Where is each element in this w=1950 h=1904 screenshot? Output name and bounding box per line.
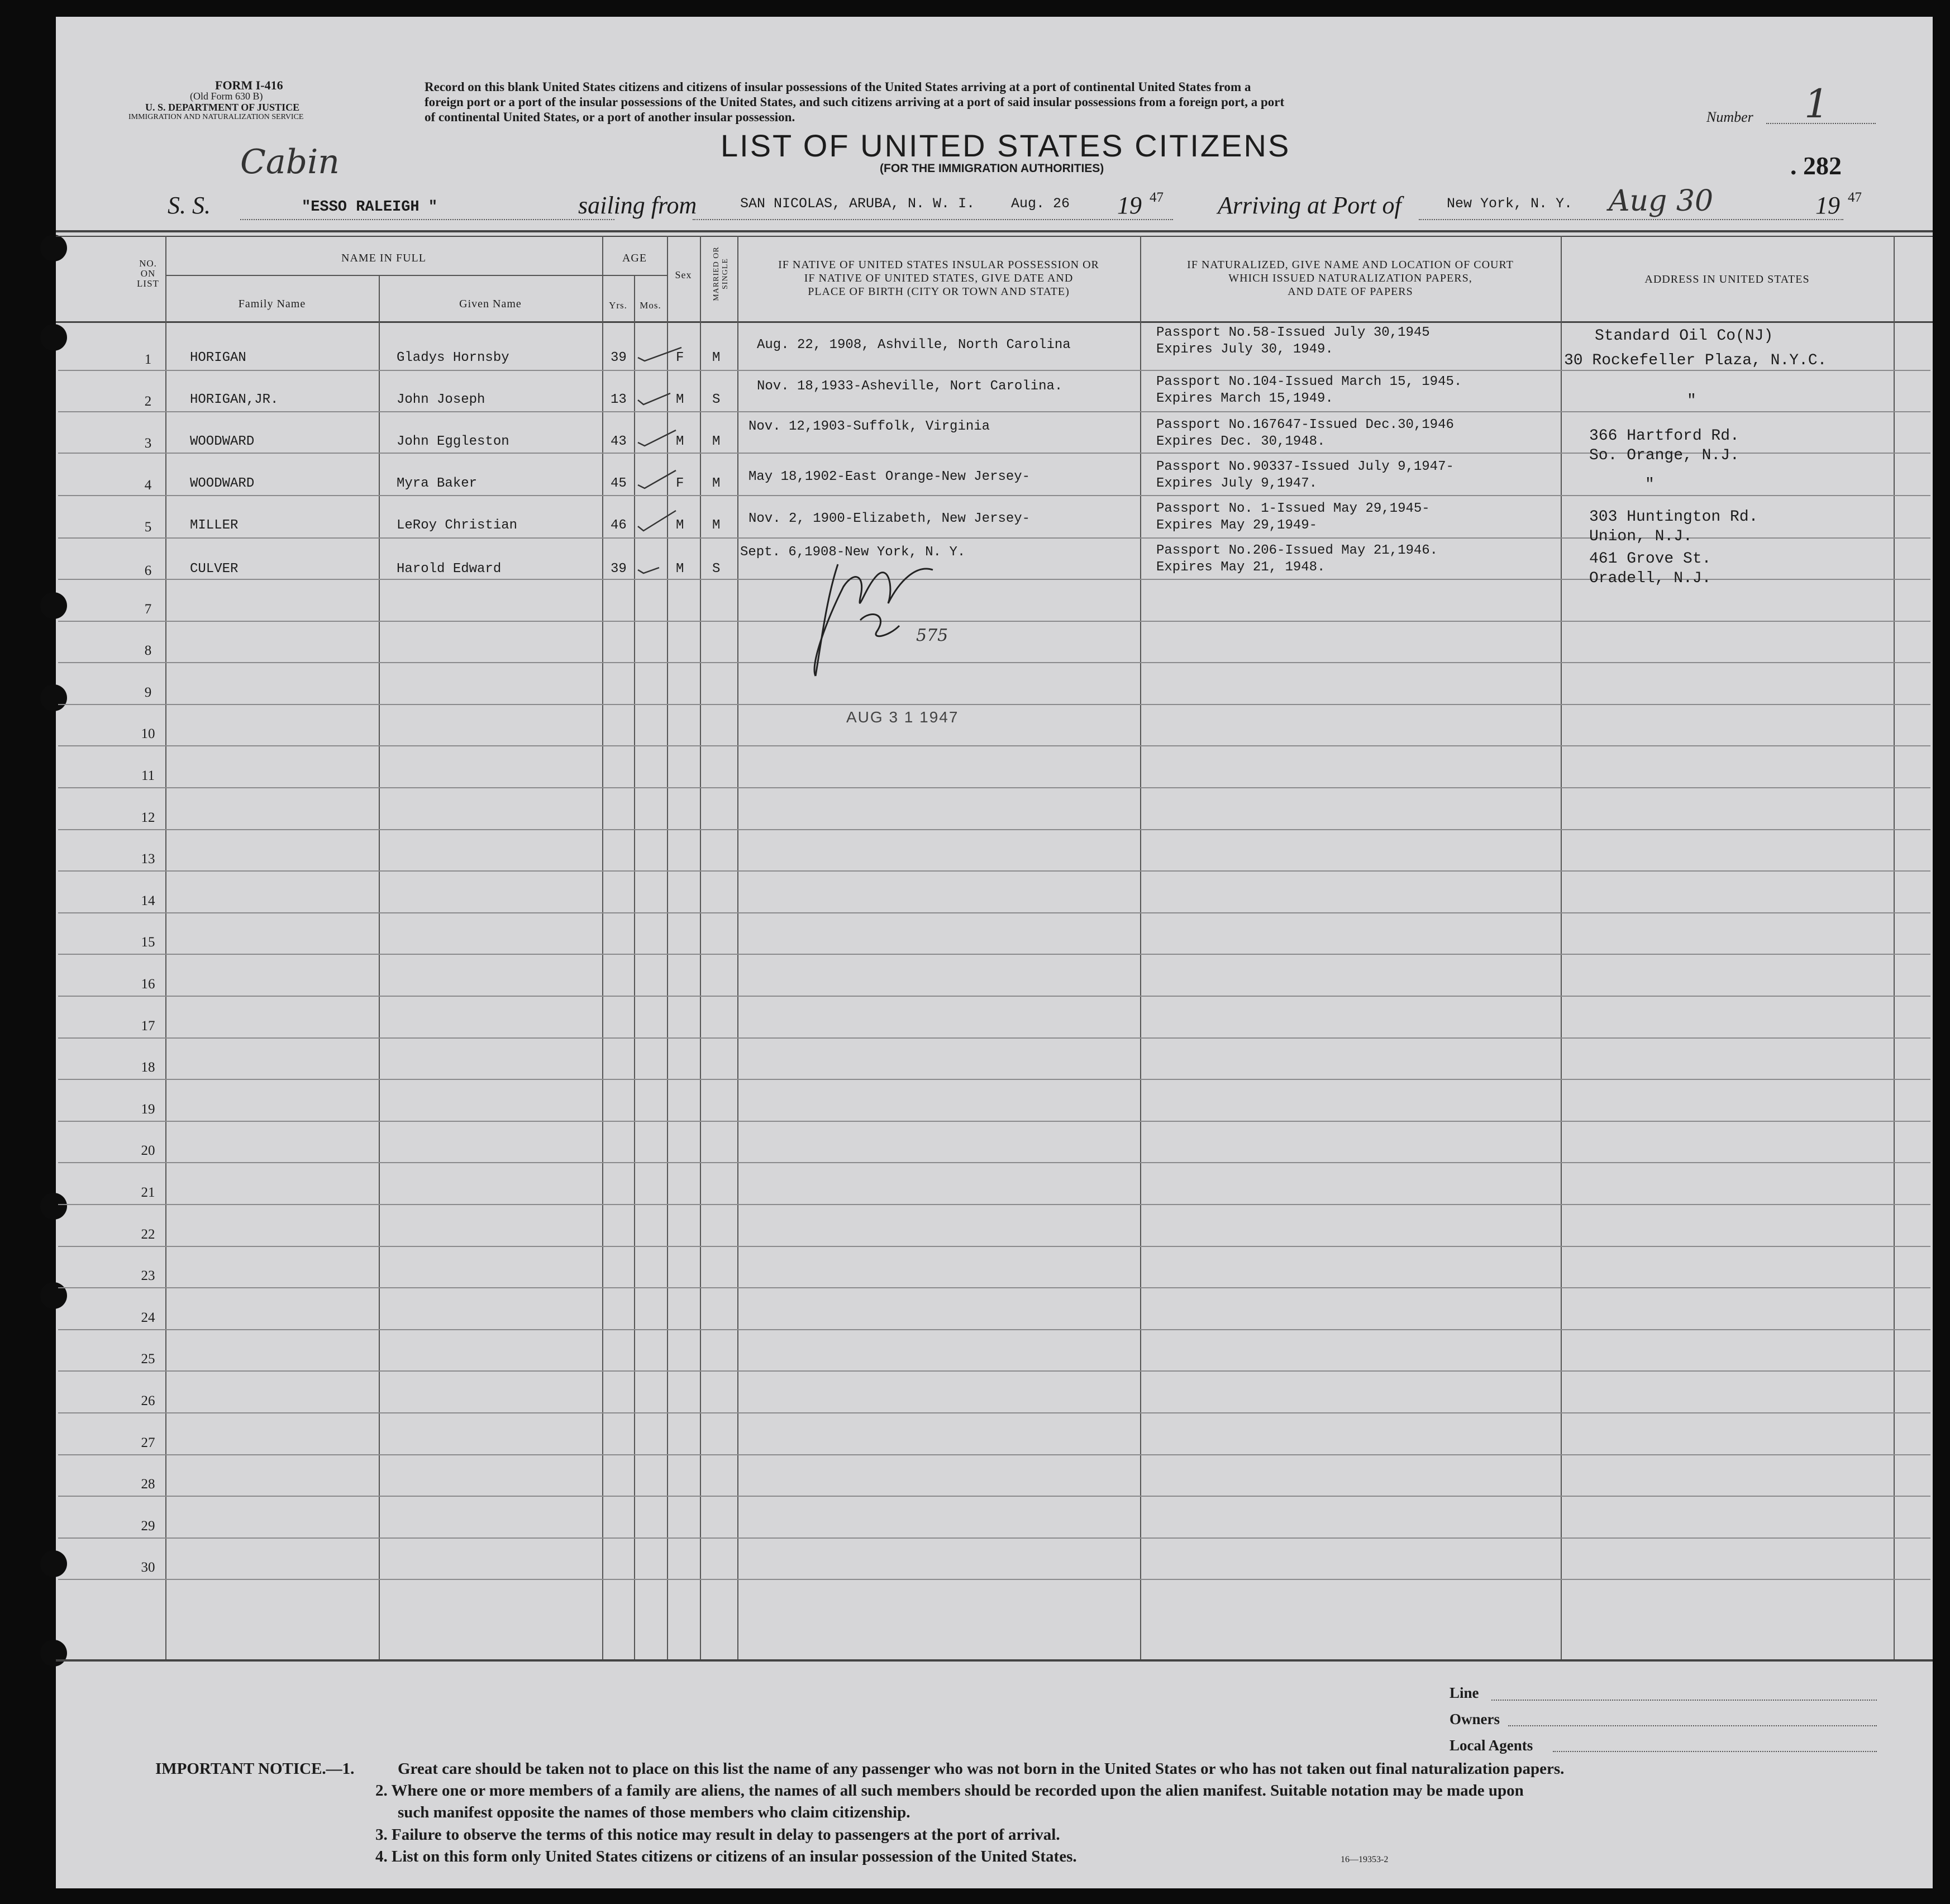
col-rule: [634, 275, 635, 1660]
header-address: ADDRESS IN UNITED STATES: [1644, 273, 1810, 285]
arrival-date: Aug 30: [1609, 184, 1714, 218]
print-code: 16—19353-2: [1341, 1855, 1389, 1864]
year-suffix-2: 47: [1848, 190, 1862, 205]
col-rule: [602, 236, 603, 1660]
row-number: 5: [144, 520, 152, 535]
page-subtitle: (FOR THE IMMIGRATION AUTHORITIES): [880, 162, 1104, 175]
marital-status: S: [712, 392, 721, 407]
row-number: 14: [141, 893, 155, 908]
header-text: PLACE OF BIRTH (CITY OR TOWN AND STATE): [808, 285, 1070, 298]
check-marks: [637, 346, 748, 598]
row-rule: [58, 1579, 1930, 1580]
birth-info: Nov. 2, 1900-Elizabeth, New Jersey-: [748, 511, 1031, 526]
instruction-line: Record on this blank United States citizens and citizens of insular possessions of the United States arriving at a port of continental United States from a: [425, 80, 1251, 94]
origin-line: [693, 219, 1173, 220]
header-mos: Mos.: [640, 300, 661, 311]
row-rule: [58, 1162, 1930, 1163]
row-number: 2: [144, 394, 152, 409]
arriving-label: Arriving at Port of: [1218, 192, 1401, 219]
papers-line-2: Expires March 15,1949.: [1156, 391, 1333, 406]
address-line-2: So. Orange, N.J.: [1589, 447, 1739, 464]
papers-line-1: Passport No.206-Issued May 21,1946.: [1156, 543, 1438, 558]
header-age: AGE: [622, 252, 647, 264]
instructions: [425, 79, 1284, 125]
row-number: 9: [144, 685, 152, 700]
cabin-handwritten: Cabin: [240, 142, 340, 182]
row-number: 16: [141, 977, 155, 992]
given-name: Gladys Hornsby: [397, 350, 509, 365]
papers-line-1: Passport No.167647-Issued Dec.30,1946: [1156, 417, 1454, 432]
header-no-on-list: [128, 259, 168, 289]
row-number: 8: [144, 643, 152, 658]
arrival-port: New York, N. Y.: [1447, 196, 1573, 212]
notice-line: such manifest opposite the names of those members who claim citizenship.: [398, 1803, 910, 1821]
row-rule: [58, 1121, 1930, 1122]
row-rule: [58, 1496, 1930, 1497]
header-text: ON: [140, 268, 156, 279]
row-number: 10: [141, 726, 155, 741]
papers-line-2: Expires May 29,1949-: [1156, 518, 1318, 533]
papers-line-2: Expires May 21, 1948.: [1156, 560, 1326, 575]
given-name: Myra Baker: [397, 476, 478, 491]
row-number: 25: [141, 1351, 155, 1367]
row-number: 22: [141, 1227, 155, 1242]
header-text: LIST: [137, 278, 159, 289]
owners-field-label: Owners: [1450, 1711, 1500, 1727]
address-line-1: 366 Hartford Rd.: [1589, 427, 1739, 445]
punch-hole: [40, 324, 67, 351]
header-birth: [737, 258, 1140, 298]
row-rule: [58, 912, 1930, 913]
row-rule: [58, 829, 1930, 830]
department: U. S. DEPARTMENT OF JUSTICE: [145, 102, 300, 113]
old-form: (Old Form 630 B): [190, 91, 263, 102]
notice-line: Great care should be taken not to place on this list the name of any passenger who was not born in the United States or who has not taken out final naturalization papers.: [398, 1760, 1565, 1778]
family-name: HORIGAN,JR.: [190, 392, 279, 407]
row-rule: [58, 745, 1930, 746]
row-number: 7: [144, 602, 152, 617]
row-number: 3: [144, 436, 152, 451]
age-years: 46: [611, 518, 627, 533]
address-line-1: Standard Oil Co(NJ): [1595, 327, 1773, 345]
manifest-sheet: [56, 17, 1933, 1888]
address-ditto: ": [1645, 476, 1655, 493]
family-name: WOODWARD: [190, 434, 255, 449]
service: IMMIGRATION AND NATURALIZATION SERVICE: [128, 113, 304, 121]
row-number: 26: [141, 1393, 155, 1408]
marital-status: M: [712, 350, 721, 365]
punch-hole: [40, 1282, 67, 1309]
year-prefix: 19: [1117, 192, 1142, 219]
row-number: 24: [141, 1310, 155, 1325]
header-text: IF NATIVE OF UNITED STATES, GIVE DATE AND: [804, 272, 1074, 284]
sex: M: [676, 518, 684, 533]
depart-date: Aug. 26: [1011, 196, 1070, 212]
papers-line-1: Passport No.104-Issued March 15, 1945.: [1156, 374, 1462, 389]
sex: M: [676, 561, 684, 577]
family-name: MILLER: [190, 518, 239, 533]
marital-status: S: [712, 561, 721, 577]
address-ditto: ": [1687, 392, 1696, 410]
header-name-in-full: NAME IN FULL: [341, 252, 426, 264]
header-text: WHICH ISSUED NATURALIZATION PAPERS,: [1228, 272, 1472, 284]
row-number: 20: [141, 1143, 155, 1158]
header-top-rule-2: [56, 236, 1933, 237]
date-stamp: AUG 3 1 1947: [846, 708, 959, 726]
notice-line: 4. List on this form only United States citizens or citizens of an insular possession of the United States.: [375, 1848, 1077, 1865]
punch-hole: [40, 1193, 67, 1220]
row-rule: [58, 1037, 1930, 1039]
row-number: 29: [141, 1519, 155, 1534]
papers-line-2: Expires July 9,1947.: [1156, 476, 1318, 491]
header-bottom-rule: [56, 321, 1933, 323]
row-number: 23: [141, 1268, 155, 1283]
row-number: 1: [144, 352, 152, 367]
sex: M: [676, 434, 684, 449]
row-rule: [58, 870, 1930, 872]
address-line-1: 303 Huntington Rd.: [1589, 508, 1758, 526]
papers-line-1: Passport No. 1-Issued May 29,1945-: [1156, 501, 1430, 516]
age-years: 43: [611, 434, 627, 449]
form-number: FORM I-416: [215, 78, 283, 92]
row-rule: [58, 1204, 1930, 1205]
row-number: 19: [141, 1102, 155, 1117]
row-number: 27: [141, 1435, 155, 1450]
family-name: CULVER: [190, 561, 239, 577]
given-name: John Eggleston: [397, 434, 509, 449]
row-number: 6: [144, 563, 152, 578]
given-name: Harold Edward: [397, 561, 502, 577]
notice-heading: IMPORTANT NOTICE.—1.: [155, 1760, 355, 1778]
port-line: [1419, 219, 1843, 220]
address-line-1: 461 Grove St.: [1589, 550, 1711, 568]
punch-hole: [40, 1640, 67, 1667]
signature-note: 575: [916, 626, 948, 645]
row-number: 18: [141, 1060, 155, 1075]
line-field-label: Line: [1450, 1684, 1479, 1701]
row-rule: [58, 787, 1930, 788]
birth-info: Aug. 22, 1908, Ashville, North Carolina: [757, 337, 1071, 353]
row-number: 11: [141, 768, 155, 783]
address-line-2: Oradell, N.J.: [1589, 570, 1711, 587]
punch-hole: [40, 1550, 67, 1577]
header-family-name: Family Name: [238, 298, 306, 310]
row-rule: [58, 996, 1930, 997]
header-married-single: MARRIED OR SINGLE: [712, 246, 730, 301]
header-text: AND DATE OF PAPERS: [1288, 285, 1413, 298]
row-rule: [58, 954, 1930, 955]
age-years: 45: [611, 476, 627, 491]
year-suffix: 47: [1150, 190, 1164, 205]
marital-status: M: [712, 518, 721, 533]
papers-line-1: Passport No.90337-Issued July 9,1947-: [1156, 459, 1454, 474]
row-number: 30: [141, 1560, 155, 1575]
header-top-rule: [56, 230, 1933, 232]
given-name: LeRoy Christian: [397, 518, 518, 533]
sex: F: [676, 350, 684, 365]
papers-line-2: Expires Dec. 30,1948.: [1156, 434, 1326, 449]
punch-hole: [40, 235, 67, 261]
age-years: 13: [611, 392, 627, 407]
birth-info: Nov. 18,1933-Asheville, Nort Carolina.: [757, 379, 1063, 394]
origin-port: SAN NICOLAS, ARUBA, N. W. I.: [740, 196, 975, 212]
given-name: John Joseph: [397, 392, 485, 407]
line-field[interactable]: [1491, 1700, 1877, 1701]
ship-line: [240, 219, 614, 220]
col-rule: [1561, 236, 1562, 1660]
notice-line: 3. Failure to observe the terms of this notice may result in delay to passengers at the port of arrival.: [375, 1826, 1060, 1844]
punch-hole: [40, 684, 67, 711]
owners-field[interactable]: [1508, 1725, 1877, 1726]
year-prefix-2: 19: [1815, 192, 1840, 219]
sex: F: [676, 476, 684, 491]
header-text: IF NATURALIZED, GIVE NAME AND LOCATION OF COURT: [1187, 259, 1514, 271]
instruction-line: of continental United States, or a port of another insular possession.: [425, 110, 795, 124]
row-rule: [58, 1370, 1930, 1372]
row-rule: [58, 1412, 1930, 1413]
papers-line-2: Expires July 30, 1949.: [1156, 342, 1333, 357]
col-rule: [1140, 236, 1141, 1660]
sailing-label: sailing from: [578, 192, 697, 219]
row-rule: [58, 1454, 1930, 1455]
header-yrs: Yrs.: [609, 300, 627, 311]
row-number: 15: [141, 935, 155, 950]
col-rule: [1894, 236, 1895, 1660]
row-rule: [58, 1329, 1930, 1330]
header-text: IF NATIVE OF UNITED STATES INSULAR POSSESSION OR: [778, 259, 1099, 271]
birth-info: Sept. 6,1908-New York, N. Y.: [740, 545, 966, 560]
row-rule: [58, 1079, 1930, 1080]
age-years: 39: [611, 561, 627, 577]
address-line-2: Union, N.J.: [1589, 528, 1692, 545]
row-number: 21: [141, 1185, 155, 1200]
subheader-rule: [165, 275, 667, 276]
row-number: 4: [144, 478, 152, 493]
number-label: Number: [1706, 109, 1753, 125]
table-bottom-rule: [56, 1659, 1933, 1662]
age-years: 39: [611, 350, 627, 365]
page-title: LIST OF UNITED STATES CITIZENS: [721, 128, 1291, 163]
instruction-line: foreign port or a port of the insular possessions of the United States, and such citizens arriving at a port of said insular possessions from a foreign port, a port: [425, 95, 1285, 109]
sex: M: [676, 392, 684, 407]
ship-name: "ESSO RALEIGH ": [302, 199, 438, 216]
number-value: 1: [1804, 81, 1829, 127]
row-number: 12: [141, 810, 155, 825]
ss-label: S. S.: [168, 192, 211, 219]
marital-status: M: [712, 476, 721, 491]
header-given-name: Given Name: [459, 298, 522, 310]
row-rule: [58, 1538, 1930, 1539]
row-number: 13: [141, 851, 155, 867]
row-rule: [58, 370, 1930, 371]
page-code: . 282: [1790, 151, 1842, 180]
family-name: WOODWARD: [190, 476, 255, 491]
local-agents-field-label: Local Agents: [1450, 1737, 1533, 1754]
col-rule: [379, 275, 380, 1660]
header-naturalized: [1140, 258, 1561, 298]
header-text: NO.: [139, 258, 157, 269]
address-line-2: 30 Rockefeller Plaza, N.Y.C.: [1564, 352, 1827, 369]
row-number: 17: [141, 1018, 155, 1034]
row-rule: [58, 411, 1930, 412]
notice-line: 2. Where one or more members of a family are aliens, the names of all such members should be recorded upon the alien manifest. Suitable notation may be made upon: [375, 1782, 1524, 1800]
birth-info: Nov. 12,1903-Suffolk, Virginia: [748, 419, 990, 434]
local-agents-field[interactable]: [1553, 1751, 1877, 1752]
marital-status: M: [712, 434, 721, 449]
row-number: 28: [141, 1477, 155, 1492]
birth-info: May 18,1902-East Orange-New Jersey-: [748, 469, 1031, 484]
papers-line-1: Passport No.58-Issued July 30,1945: [1156, 325, 1430, 340]
row-rule: [58, 1287, 1930, 1288]
row-rule: [58, 1246, 1930, 1247]
family-name: HORIGAN: [190, 350, 246, 365]
col-rule: [165, 236, 166, 1660]
row-rule: [58, 495, 1930, 496]
header-sex: Sex: [675, 269, 692, 280]
punch-hole: [40, 592, 67, 619]
